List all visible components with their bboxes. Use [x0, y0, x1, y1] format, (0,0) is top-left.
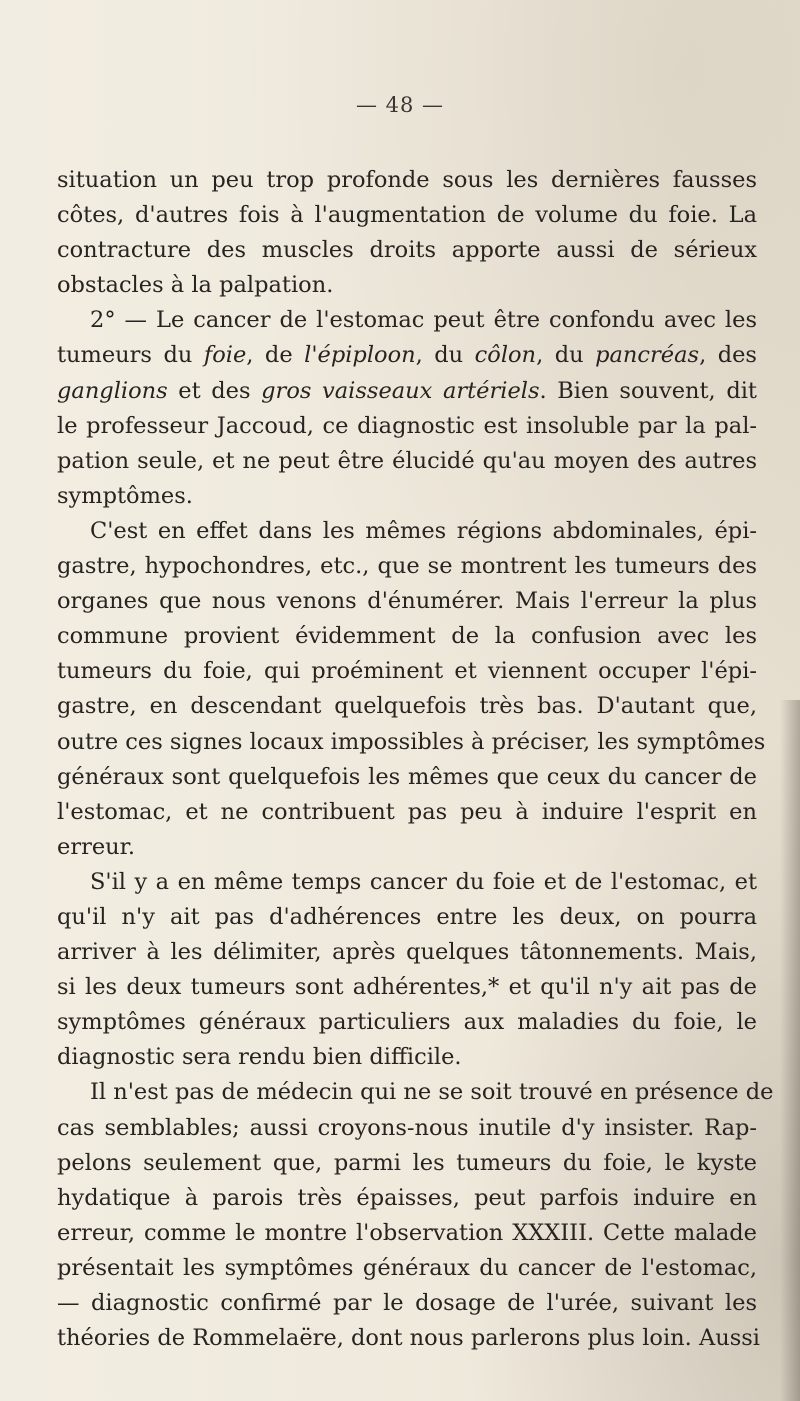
text-span: Il n'est pas de médecin qui ne se soit trouvé en présence de — [90, 1079, 774, 1106]
text-line — [57, 1216, 757, 1251]
text-line — [57, 760, 757, 795]
text-line — [57, 479, 757, 514]
text-line — [57, 1181, 757, 1216]
text-span: , de — [246, 342, 305, 369]
text-line — [57, 1251, 757, 1286]
text-span: organes que nous venons d'énumérer. Mais l'erreur la plus — [57, 588, 757, 615]
text-span: et des — [167, 377, 262, 404]
text-line — [57, 1111, 757, 1146]
text-line — [57, 1286, 757, 1321]
text-span: — diagnostic confirmé par le dosage de l'urée, suivant les — [57, 1290, 757, 1316]
text-line — [57, 970, 757, 1005]
italic-text: l'épiploon — [304, 342, 416, 369]
text-span: pelons seulement que, parmi les tumeurs du foie, le kyste — [57, 1149, 757, 1176]
text-line — [57, 303, 757, 338]
text-line — [57, 795, 757, 830]
text-line — [57, 654, 757, 689]
text-span: commune provient évidemment de la confusion avec les — [57, 623, 757, 650]
text-span: qu'il n'y ait pas d'adhérences entre les deux, on pourra — [57, 903, 757, 930]
italic-text: ganglions — [57, 377, 168, 404]
text-line — [57, 689, 757, 724]
page-number: — 48 — — [355, 93, 445, 117]
text-span: le professeur Jaccoud, ce diagnostic est insoluble par la pal- — [57, 412, 757, 439]
text-span: C'est en effet dans les mêmes régions abdominales, épi- — [90, 517, 757, 544]
text-span: outre ces signes locaux impossibles à préciser, les symptômes — [57, 728, 766, 755]
page-edge-shadow — [780, 700, 800, 1401]
text-line — [57, 725, 766, 760]
text-line — [57, 549, 757, 584]
text-span: . Bien souvent, dit — [539, 377, 757, 404]
italic-text: gros vaisseaux artériels — [261, 377, 540, 404]
text-span: tumeurs du — [57, 342, 204, 369]
text-span: diagnostic sera rendu bien difficile. — [57, 1044, 462, 1071]
text-span: situation un peu trop profonde sous les dernières fausses — [57, 167, 757, 193]
text-span: S'il y a en même temps cancer du foie et de l'estomac, et — [90, 868, 757, 895]
text-line — [57, 268, 757, 303]
text-span: tumeurs du foie, qui proéminent et viennent occuper l'épi- — [57, 658, 757, 685]
text-span: côtes, d'autres fois à l'augmentation de volume du foie. La — [57, 202, 757, 229]
italic-text: foie — [203, 342, 247, 369]
text-line — [57, 409, 757, 444]
text-span: obstacles à la palpation. — [57, 272, 334, 299]
text-line — [57, 935, 757, 970]
text-line — [57, 198, 757, 233]
text-span: erreur. — [57, 833, 136, 860]
body-text — [57, 163, 774, 1356]
text-span: pation seule, et ne peut être élucidé qu'au moyen des autres — [57, 447, 757, 474]
text-span: présentait les symptômes généraux du cancer de l'estomac, — [57, 1254, 757, 1281]
text-line — [57, 1321, 760, 1356]
text-line — [57, 444, 757, 479]
text-span: , du — [536, 342, 596, 369]
text-span: gastre, en descendant quelquefois très bas. D'autant que, — [57, 693, 757, 720]
text-span: l'estomac, et ne contribuent pas peu à induire l'esprit en — [57, 798, 757, 825]
text-span: théories de Rommelaëre, dont nous parlerons plus loin. Aussi — [57, 1325, 760, 1352]
text-line — [57, 584, 757, 619]
text-line — [57, 1005, 757, 1040]
text-line — [57, 1040, 757, 1075]
text-span: erreur, comme le montre l'observation XXXIII. Cette malade — [57, 1219, 757, 1246]
text-line — [57, 514, 757, 549]
italic-text: côlon — [474, 342, 537, 369]
text-line — [57, 1146, 757, 1181]
text-span: hydatique à parois très épaisses, peut parfois induire en — [57, 1184, 757, 1211]
text-span: contracture des muscles droits apporte aussi de sérieux — [57, 237, 757, 264]
text-span: cas semblables; aussi croyons-nous inutile d'y insister. Rap- — [57, 1114, 757, 1141]
text-span: symptômes généraux particuliers aux maladies du foie, le — [57, 1009, 757, 1036]
text-line — [57, 374, 757, 409]
text-line — [57, 163, 757, 198]
text-line — [57, 865, 757, 900]
text-line — [57, 1075, 774, 1110]
text-span: arriver à les délimiter, après quelques tâtonnements. Mais, — [57, 939, 757, 966]
text-span: , des — [699, 342, 757, 369]
text-line — [57, 830, 757, 865]
text-span: si les deux tumeurs sont adhérentes,* et qu'il n'y ait pas de — [57, 974, 757, 1001]
text-span: généraux sont quelquefois les mêmes que ceux du cancer de — [57, 763, 757, 790]
text-span: 2° — Le cancer de l'estomac peut être confondu avec les — [90, 307, 757, 334]
text-line — [57, 233, 757, 268]
text-span: symptômes. — [57, 482, 193, 509]
text-line — [57, 900, 757, 935]
text-line — [57, 338, 757, 373]
italic-text: pancréas — [595, 342, 700, 369]
text-span: , du — [415, 342, 475, 369]
text-span: gastre, hypochondres, etc., que se montrent les tumeurs des — [57, 553, 757, 580]
text-line — [57, 619, 757, 654]
